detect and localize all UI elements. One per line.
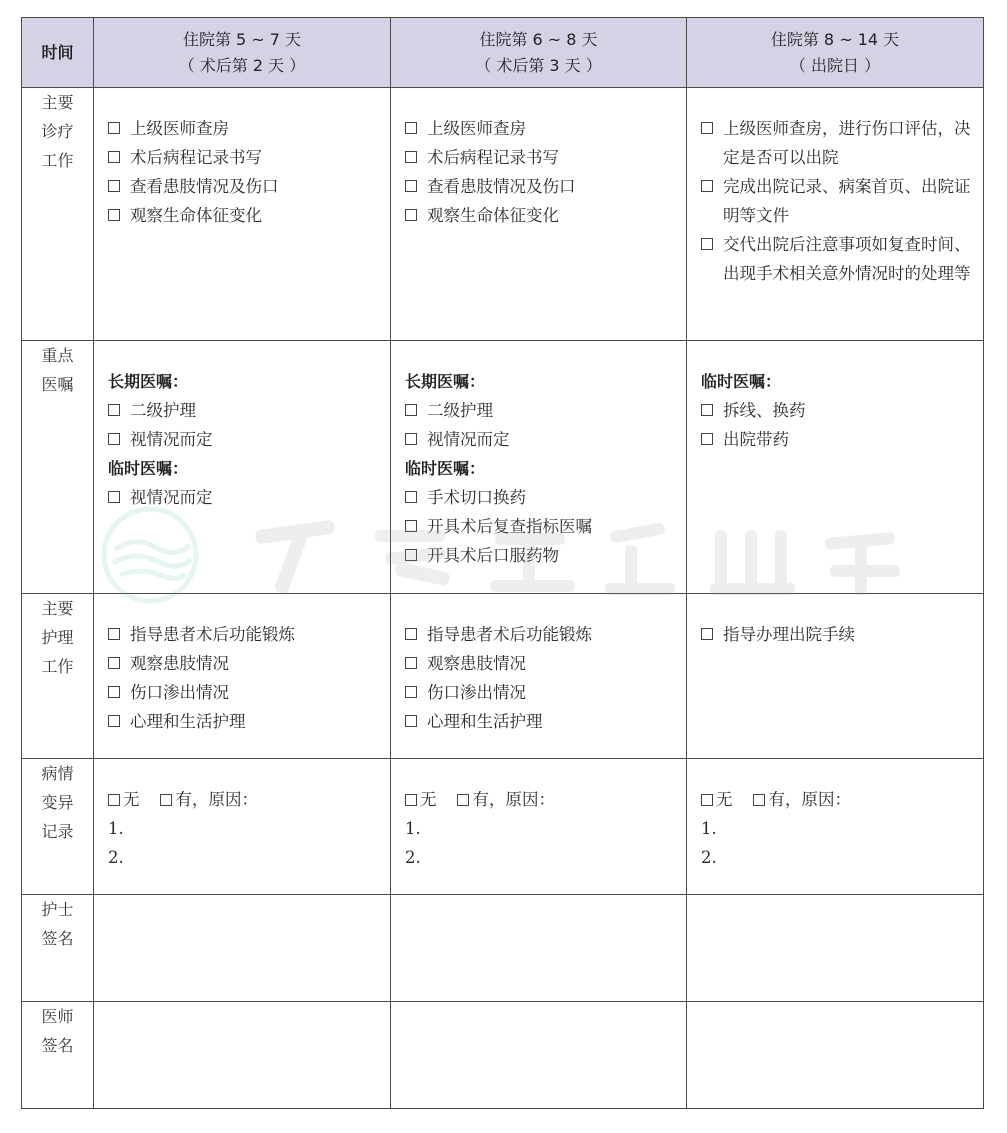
checkbox-icon: [108, 180, 120, 192]
diagnosis-col3: [687, 88, 984, 341]
checkbox-icon: [108, 433, 120, 445]
header-row: [22, 18, 984, 88]
checkbox-icon: [701, 122, 713, 134]
row-orders: [22, 341, 984, 594]
temporary-orders-heading: 临时医嘱：: [701, 372, 782, 391]
variation-line-1[interactable]: 1.: [701, 819, 717, 838]
checkbox-icon: [405, 628, 417, 640]
checkbox-item[interactable]: 指导办理出院手续: [701, 620, 971, 649]
variation-line-2[interactable]: 2.: [108, 848, 124, 867]
checkbox-icon: [405, 549, 417, 561]
checkbox-item[interactable]: 视情况而定: [108, 425, 378, 454]
checkbox-icon[interactable]: [753, 794, 765, 806]
checkbox-icon[interactable]: [160, 794, 172, 806]
checkbox-icon: [405, 180, 417, 192]
nurse-sign-col3[interactable]: [687, 895, 984, 1002]
checkbox-item[interactable]: 出院带药: [701, 425, 971, 454]
checkbox-icon[interactable]: [108, 794, 120, 806]
checkbox-icon: [405, 151, 417, 163]
diagnosis-col1: [94, 88, 391, 341]
header-time: 时间: [22, 18, 94, 88]
checkbox-item[interactable]: 开具术后复查指标医嘱: [405, 512, 674, 541]
variation-line-2[interactable]: 2.: [701, 848, 717, 867]
checkbox-icon: [405, 715, 417, 727]
checkbox-icon: [108, 209, 120, 221]
checkbox-icon[interactable]: [405, 794, 417, 806]
checkbox-item[interactable]: 二级护理: [405, 396, 674, 425]
variation-line-1[interactable]: 1.: [405, 819, 421, 838]
checkbox-icon: [405, 520, 417, 532]
checkbox-item[interactable]: 拆线、换药: [701, 396, 971, 425]
checkbox-icon: [108, 657, 120, 669]
checkbox-icon: [701, 180, 713, 192]
checkbox-icon: [108, 151, 120, 163]
nursing-col3: [687, 594, 984, 759]
header-col2: 住院第 6 ~ 8 天 （ 术后第 3 天 ）: [391, 18, 687, 88]
doctor-sign-col2[interactable]: [391, 1002, 687, 1109]
checkbox-item[interactable]: 查看患肢情况及伤口: [405, 172, 674, 201]
row-label-nursing: 主要护理工作: [22, 594, 94, 759]
checkbox-icon: [405, 209, 417, 221]
checkbox-icon: [701, 404, 713, 416]
doctor-sign-col1[interactable]: [94, 1002, 391, 1109]
checkbox-item[interactable]: 完成出院记录、病案首页、出院证明等文件: [701, 172, 971, 230]
nursing-col1: [94, 594, 391, 759]
row-label-doctor-sign: 医师签名: [22, 1002, 94, 1109]
temporary-orders-heading: 临时医嘱：: [405, 459, 486, 478]
checkbox-item[interactable]: 交代出院后注意事项如复查时间、出现手术相关意外情况时的处理等: [701, 230, 971, 288]
row-nursing: [22, 594, 984, 759]
checkbox-icon: [108, 122, 120, 134]
checkbox-item[interactable]: 视情况而定: [405, 425, 674, 454]
nurse-sign-col2[interactable]: [391, 895, 687, 1002]
header-col1: 住院第 5 ~ 7 天 （ 术后第 2 天 ）: [94, 18, 391, 88]
checkbox-item[interactable]: 术后病程记录书写: [108, 143, 378, 172]
checkbox-icon[interactable]: [701, 794, 713, 806]
checkbox-icon: [108, 686, 120, 698]
checkbox-item[interactable]: 术后病程记录书写: [405, 143, 674, 172]
long-term-orders-heading: 长期医嘱：: [405, 372, 486, 391]
row-label-orders: 重点医嘱: [22, 341, 94, 594]
row-doctor-sign: [22, 1002, 984, 1109]
variation-col3: [687, 759, 984, 895]
temporary-orders-heading: 临时医嘱：: [108, 459, 189, 478]
checkbox-item[interactable]: 心理和生活护理: [108, 707, 378, 736]
row-variation: [22, 759, 984, 895]
row-label-variation: 病情变异记录: [22, 759, 94, 895]
checkbox-item[interactable]: 伤口渗出情况: [405, 678, 674, 707]
checkbox-item[interactable]: 手术切口换药: [405, 483, 674, 512]
checkbox-icon: [405, 122, 417, 134]
checkbox-icon: [701, 628, 713, 640]
checkbox-item[interactable]: 视情况而定: [108, 483, 378, 512]
checkbox-icon: [108, 404, 120, 416]
checkbox-icon: [405, 657, 417, 669]
checkbox-item[interactable]: 开具术后口服药物: [405, 541, 674, 570]
variation-col2: [391, 759, 687, 895]
diagnosis-col2: [391, 88, 687, 341]
row-label-nurse-sign: 护士签名: [22, 895, 94, 1002]
row-diagnosis: [22, 88, 984, 341]
variation-col1: [94, 759, 391, 895]
variation-options: 无 有，原因：: [701, 785, 971, 814]
checkbox-icon: [405, 491, 417, 503]
variation-line-2[interactable]: 2.: [405, 848, 421, 867]
checkbox-item[interactable]: 观察生命体征变化: [405, 201, 674, 230]
checkbox-icon: [701, 238, 713, 250]
row-label-diagnosis: 主要诊疗工作: [22, 88, 94, 341]
checkbox-item[interactable]: 心理和生活护理: [405, 707, 674, 736]
checkbox-icon: [108, 715, 120, 727]
nursing-col2: [391, 594, 687, 759]
checkbox-icon: [405, 433, 417, 445]
checkbox-item[interactable]: 查看患肢情况及伤口: [108, 172, 378, 201]
checkbox-item[interactable]: 指导患者术后功能锻炼: [108, 620, 378, 649]
orders-col2: [391, 341, 687, 594]
variation-line-1[interactable]: 1.: [108, 819, 124, 838]
variation-options: 无 有，原因：: [405, 785, 674, 814]
checkbox-icon: [108, 628, 120, 640]
clinical-pathway-table: [21, 17, 984, 1109]
checkbox-item[interactable]: 伤口渗出情况: [108, 678, 378, 707]
checkbox-icon[interactable]: [457, 794, 469, 806]
checkbox-item[interactable]: 上级医师查房: [108, 114, 378, 143]
long-term-orders-heading: 长期医嘱：: [108, 372, 189, 391]
orders-col1: [94, 341, 391, 594]
variation-options: 无 有，原因：: [108, 785, 378, 814]
checkbox-icon: [405, 404, 417, 416]
checkbox-item[interactable]: 上级医师查房: [405, 114, 674, 143]
checkbox-item[interactable]: 指导患者术后功能锻炼: [405, 620, 674, 649]
checkbox-icon: [701, 433, 713, 445]
nurse-sign-col1[interactable]: [94, 895, 391, 1002]
checkbox-item[interactable]: 观察生命体征变化: [108, 201, 378, 230]
orders-col3: [687, 341, 984, 594]
checkbox-item[interactable]: 上级医师查房，进行伤口评估，决定是否可以出院: [701, 114, 971, 172]
header-col3: 住院第 8 ~ 14 天 （ 出院日 ）: [687, 18, 984, 88]
checkbox-icon: [108, 491, 120, 503]
checkbox-item[interactable]: 观察患肢情况: [405, 649, 674, 678]
checkbox-icon: [405, 686, 417, 698]
doctor-sign-col3[interactable]: [687, 1002, 984, 1109]
row-nurse-sign: [22, 895, 984, 1002]
checkbox-item[interactable]: 观察患肢情况: [108, 649, 378, 678]
checkbox-item[interactable]: 二级护理: [108, 396, 378, 425]
